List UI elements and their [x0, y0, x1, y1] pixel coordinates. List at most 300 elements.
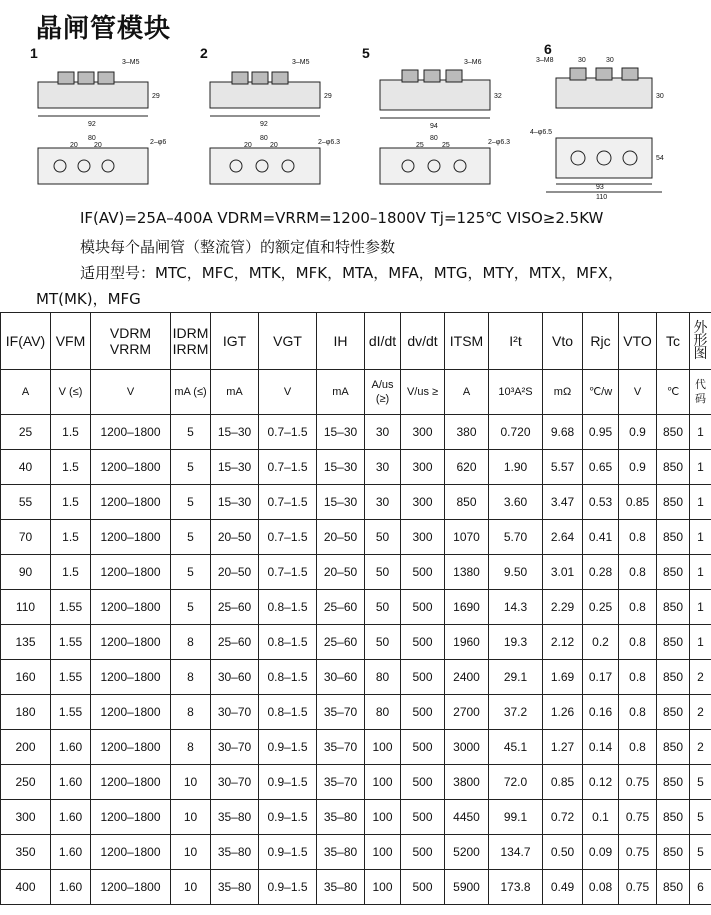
table-row [1, 660, 711, 695]
table-cell: 1200–1800 [91, 625, 171, 660]
figure-6-width: 110 [596, 194, 608, 200]
table-cell: 0.1 [583, 800, 619, 835]
table-cell: 10 [171, 835, 211, 870]
table-cell: 2400 [445, 660, 489, 695]
table-cell: 2 [690, 695, 711, 730]
figure-2-hole: 2–φ6.3 [318, 139, 341, 146]
table-cell: 0.65 [583, 450, 619, 485]
unit-cell: mA (≤) [171, 370, 211, 415]
table-cell: 0.720 [489, 415, 543, 450]
table-cell: 850 [657, 835, 690, 870]
table-cell: 0.8 [619, 555, 657, 590]
table-cell: 30–60 [211, 660, 259, 695]
table-cell: 5 [171, 415, 211, 450]
figure-5-pitch-2: 25 [442, 142, 450, 149]
table-cell: 850 [657, 695, 690, 730]
table-cell: 300 [1, 800, 51, 835]
table-cell: 0.8–1.5 [259, 695, 317, 730]
table-cell: 1.60 [51, 730, 91, 765]
table-cell: 50 [365, 590, 401, 625]
table-cell: 10 [171, 870, 211, 905]
table-cell: 0.7–1.5 [259, 450, 317, 485]
table-cell: 0.8 [619, 695, 657, 730]
table-row [1, 730, 711, 765]
table-cell: 40 [1, 450, 51, 485]
table-cell: 30 [365, 485, 401, 520]
table-cell: 14.3 [489, 590, 543, 625]
table-cell: 1200–1800 [91, 520, 171, 555]
table-cell: 5 [171, 450, 211, 485]
figure-5-width: 94 [430, 123, 438, 130]
table-cell: 500 [401, 800, 445, 835]
figure-6-pitch-1: 30 [578, 57, 586, 64]
table-cell: 2.12 [543, 625, 583, 660]
figure-5-hole: 2–φ6.3 [488, 139, 511, 146]
table-cell: 0.53 [583, 485, 619, 520]
table-cell: 850 [657, 730, 690, 765]
table-cell: 0.49 [543, 870, 583, 905]
table-cell: 3000 [445, 730, 489, 765]
header-cell: dv/dt [401, 313, 445, 370]
figure-2-label: 2 [200, 45, 208, 61]
table-cell: 850 [657, 485, 690, 520]
table-cell: 1 [690, 415, 711, 450]
table-cell: 0.12 [583, 765, 619, 800]
table-cell: 5 [171, 590, 211, 625]
figure-6-pitch-2: 30 [606, 57, 614, 64]
table-cell: 0.9–1.5 [259, 765, 317, 800]
table-cell: 1.60 [51, 835, 91, 870]
figure-2-top-callout: 3–M5 [292, 59, 310, 66]
figure-5-label: 5 [362, 45, 370, 61]
table-cell: 6 [690, 870, 711, 905]
header-cell: VDRM VRRM [91, 313, 171, 370]
table-cell: 850 [657, 555, 690, 590]
table-cell: 0.75 [619, 835, 657, 870]
table-cell: 1.5 [51, 485, 91, 520]
table-row [1, 765, 711, 800]
figure-2-pitch-2: 20 [270, 142, 278, 149]
table-cell: 15–30 [211, 485, 259, 520]
header-cell: VTO [619, 313, 657, 370]
figure-5-height: 32 [494, 93, 502, 100]
table-cell: 8 [171, 695, 211, 730]
table-row [1, 485, 711, 520]
table-cell: 0.8–1.5 [259, 660, 317, 695]
table-cell: 10 [171, 765, 211, 800]
table-cell: 0.09 [583, 835, 619, 870]
table-cell: 50 [365, 625, 401, 660]
table-cell: 135 [1, 625, 51, 660]
table-cell: 25–60 [211, 625, 259, 660]
unit-cell: 10³A²S [489, 370, 543, 415]
table-cell: 850 [445, 485, 489, 520]
unit-cell: V [259, 370, 317, 415]
table-cell: 250 [1, 765, 51, 800]
table-row [1, 415, 711, 450]
table-cell: 850 [657, 800, 690, 835]
unit-cell: V [619, 370, 657, 415]
table-cell: 1 [690, 520, 711, 555]
table-cell: 500 [401, 870, 445, 905]
table-cell: 0.8 [619, 625, 657, 660]
table-row [1, 800, 711, 835]
table-cell: 35–80 [211, 835, 259, 870]
table-cell: 30–70 [211, 695, 259, 730]
table-cell: 160 [1, 660, 51, 695]
table-cell: 110 [1, 590, 51, 625]
table-cell: 300 [401, 520, 445, 555]
figure-1-pitch-1: 20 [70, 142, 78, 149]
module-outline-drawings [0, 40, 711, 200]
table-cell: 1200–1800 [91, 835, 171, 870]
table-cell: 0.16 [583, 695, 619, 730]
figure-1-top-callout: 3–M5 [122, 59, 140, 66]
table-cell: 20–50 [211, 520, 259, 555]
table-cell: 72.0 [489, 765, 543, 800]
header-cell: Vto [543, 313, 583, 370]
table-row [1, 450, 711, 485]
unit-cell: mA [211, 370, 259, 415]
table-cell: 1.5 [51, 415, 91, 450]
header-cell: VFM [51, 313, 91, 370]
table-cell: 0.41 [583, 520, 619, 555]
figure-1-body: 80 [88, 135, 96, 142]
table-cell: 30–70 [211, 765, 259, 800]
table-cell: 1200–1800 [91, 870, 171, 905]
table-cell: 0.75 [619, 870, 657, 905]
table-cell: 35–80 [211, 870, 259, 905]
figure-6-body: 93 [596, 184, 604, 191]
table-cell: 30–70 [211, 730, 259, 765]
table-cell: 3.01 [543, 555, 583, 590]
table-cell: 1.60 [51, 800, 91, 835]
table-cell: 100 [365, 800, 401, 835]
header-cell: Rjc [583, 313, 619, 370]
table-row [1, 590, 711, 625]
table-cell: 850 [657, 415, 690, 450]
table-cell: 25 [1, 415, 51, 450]
table-cell: 850 [657, 450, 690, 485]
table-cell: 0.7–1.5 [259, 415, 317, 450]
table-cell: 1.69 [543, 660, 583, 695]
table-cell: 850 [657, 520, 690, 555]
unit-cell: A/us (≥) [365, 370, 401, 415]
unit-cell: mA [317, 370, 365, 415]
table-cell: 2 [690, 730, 711, 765]
table-cell: 4450 [445, 800, 489, 835]
table-cell: 1.5 [51, 520, 91, 555]
table-cell: 1.60 [51, 870, 91, 905]
table-cell: 1.55 [51, 590, 91, 625]
table-cell: 2.64 [543, 520, 583, 555]
table-cell: 300 [401, 485, 445, 520]
table-cell: 1.60 [51, 765, 91, 800]
table-cell: 29.1 [489, 660, 543, 695]
unit-cell: ℃/w [583, 370, 619, 415]
table-cell: 25–60 [211, 590, 259, 625]
header-cell: IDRM IRRM [171, 313, 211, 370]
table-cell: 35–70 [317, 695, 365, 730]
table-cell: 5 [690, 835, 711, 870]
table-cell: 850 [657, 870, 690, 905]
table-row [1, 555, 711, 590]
spec-description-line: 模块每个晶闸管（整流管）的额定值和特性参数 [80, 238, 396, 256]
unit-cell: A [1, 370, 51, 415]
table-cell: 5900 [445, 870, 489, 905]
table-cell: 1 [690, 485, 711, 520]
table-cell: 1 [690, 625, 711, 660]
header-cell: I²t [489, 313, 543, 370]
header-cell: VGT [259, 313, 317, 370]
table-cell: 850 [657, 625, 690, 660]
table-cell: 15–30 [317, 485, 365, 520]
table-cell: 0.7–1.5 [259, 485, 317, 520]
header-cell: ITSM [445, 313, 489, 370]
table-cell: 20–50 [317, 555, 365, 590]
table-cell: 850 [657, 660, 690, 695]
table-cell: 0.9 [619, 415, 657, 450]
table-cell: 0.17 [583, 660, 619, 695]
table-cell: 5 [171, 485, 211, 520]
table-cell: 0.7–1.5 [259, 555, 317, 590]
table-cell: 1200–1800 [91, 800, 171, 835]
table-cell: 0.2 [583, 625, 619, 660]
figure-2-body: 80 [260, 135, 268, 142]
table-cell: 100 [365, 730, 401, 765]
page-title: 晶闸管模块 [36, 14, 172, 44]
figure-6-height: 30 [656, 93, 664, 100]
table-cell: 2.29 [543, 590, 583, 625]
table-row [1, 870, 711, 905]
table-cell: 55 [1, 485, 51, 520]
table-cell: 500 [401, 625, 445, 660]
unit-cell: V [91, 370, 171, 415]
table-cell: 100 [365, 835, 401, 870]
table-cell: 100 [365, 870, 401, 905]
spec-models-line-continued: MT(MK)，MFG [36, 290, 141, 308]
table-cell: 35–80 [317, 835, 365, 870]
table-cell: 1200–1800 [91, 485, 171, 520]
table-cell: 20–50 [211, 555, 259, 590]
table-cell: 35–80 [317, 870, 365, 905]
table-cell: 2 [690, 660, 711, 695]
table-cell: 1070 [445, 520, 489, 555]
table-cell: 0.75 [619, 765, 657, 800]
table-row [1, 625, 711, 660]
table-cell: 0.75 [619, 800, 657, 835]
table-cell: 0.85 [543, 765, 583, 800]
table-cell: 15–30 [317, 415, 365, 450]
table-cell: 30–60 [317, 660, 365, 695]
table-cell: 50 [365, 555, 401, 590]
figure-1-label: 1 [30, 45, 38, 61]
table-cell: 1200–1800 [91, 765, 171, 800]
table-cell: 9.50 [489, 555, 543, 590]
table-cell: 1.5 [51, 450, 91, 485]
table-cell: 300 [401, 415, 445, 450]
table-cell: 5.57 [543, 450, 583, 485]
table-cell: 1 [690, 450, 711, 485]
table-cell: 1200–1800 [91, 590, 171, 625]
header-cell: Tc [657, 313, 690, 370]
table-cell: 1.5 [51, 555, 91, 590]
table-cell: 0.28 [583, 555, 619, 590]
table-cell: 1200–1800 [91, 730, 171, 765]
table-cell: 173.8 [489, 870, 543, 905]
thyristor-parameter-table [0, 312, 711, 905]
table-cell: 100 [365, 765, 401, 800]
table-cell: 500 [401, 835, 445, 870]
table-cell: 0.7–1.5 [259, 520, 317, 555]
table-cell: 0.9–1.5 [259, 730, 317, 765]
table-row [1, 695, 711, 730]
table-cell: 0.14 [583, 730, 619, 765]
header-cell: IGT [211, 313, 259, 370]
table-cell: 37.2 [489, 695, 543, 730]
table-cell: 1.55 [51, 660, 91, 695]
figure-2-height: 29 [324, 93, 332, 100]
table-cell: 25–60 [317, 625, 365, 660]
header-cell: dI/dt [365, 313, 401, 370]
table-cell: 1.27 [543, 730, 583, 765]
table-cell: 620 [445, 450, 489, 485]
unit-cell: ℃ [657, 370, 690, 415]
table-cell: 180 [1, 695, 51, 730]
table-cell: 380 [445, 415, 489, 450]
table-cell: 0.9–1.5 [259, 870, 317, 905]
table-cell: 0.9 [619, 450, 657, 485]
table-cell: 500 [401, 695, 445, 730]
table-cell: 1.26 [543, 695, 583, 730]
table-cell: 30 [365, 415, 401, 450]
figure-6-depth: 54 [656, 155, 664, 162]
table-cell: 350 [1, 835, 51, 870]
table-cell: 1 [690, 590, 711, 625]
table-cell: 1.55 [51, 625, 91, 660]
table-cell: 5 [171, 555, 211, 590]
table-cell: 15–30 [211, 450, 259, 485]
table-cell: 0.85 [619, 485, 657, 520]
table-cell: 0.50 [543, 835, 583, 870]
table-cell: 70 [1, 520, 51, 555]
table-cell: 850 [657, 765, 690, 800]
table-cell: 9.68 [543, 415, 583, 450]
table-cell: 8 [171, 625, 211, 660]
figure-6-hole: 4–φ6.5 [530, 129, 553, 136]
table-cell: 3.47 [543, 485, 583, 520]
figure-5-body: 80 [430, 135, 438, 142]
figure-1-height: 29 [152, 93, 160, 100]
table-cell: 8 [171, 660, 211, 695]
table-cell: 99.1 [489, 800, 543, 835]
table-cell: 90 [1, 555, 51, 590]
unit-cell: V/us ≥ [401, 370, 445, 415]
table-cell: 850 [657, 590, 690, 625]
table-cell: 20–50 [317, 520, 365, 555]
table-cell: 0.8 [619, 660, 657, 695]
table-cell: 1200–1800 [91, 415, 171, 450]
table-cell: 1 [690, 555, 711, 590]
table-cell: 0.95 [583, 415, 619, 450]
figure-6-label: 6 [544, 41, 552, 57]
table-cell: 0.08 [583, 870, 619, 905]
table-cell: 1690 [445, 590, 489, 625]
table-cell: 35–70 [317, 765, 365, 800]
figure-1-width: 92 [88, 121, 96, 128]
table-cell: 1.55 [51, 695, 91, 730]
table-row [1, 835, 711, 870]
table-cell: 0.9–1.5 [259, 800, 317, 835]
figure-5-top-callout: 3–M6 [464, 59, 482, 66]
table-cell: 0.25 [583, 590, 619, 625]
table-cell: 80 [365, 660, 401, 695]
table-cell: 5 [690, 765, 711, 800]
table-cell: 0.8–1.5 [259, 590, 317, 625]
table-cell: 3.60 [489, 485, 543, 520]
table-cell: 0.9–1.5 [259, 835, 317, 870]
table-cell: 1200–1800 [91, 450, 171, 485]
figure-2-pitch-1: 20 [244, 142, 252, 149]
table-cell: 30 [365, 450, 401, 485]
table-cell: 19.3 [489, 625, 543, 660]
table-cell: 5.70 [489, 520, 543, 555]
table-cell: 3800 [445, 765, 489, 800]
unit-cell: A [445, 370, 489, 415]
table-cell: 500 [401, 555, 445, 590]
table-cell: 1960 [445, 625, 489, 660]
table-cell: 5200 [445, 835, 489, 870]
figure-6-top-callout: 3–M8 [536, 57, 554, 64]
table-cell: 0.8 [619, 590, 657, 625]
table-cell: 35–70 [317, 730, 365, 765]
table-cell: 2700 [445, 695, 489, 730]
table-cell: 8 [171, 730, 211, 765]
table-cell: 500 [401, 590, 445, 625]
table-cell: 300 [401, 450, 445, 485]
table-cell: 1380 [445, 555, 489, 590]
table-cell: 500 [401, 730, 445, 765]
table-cell: 5 [690, 800, 711, 835]
figure-1-hole: 2–φ6 [150, 139, 167, 146]
table-cell: 1200–1800 [91, 555, 171, 590]
header-cell: 外形图 [690, 313, 711, 370]
figure-5-pitch-1: 25 [416, 142, 424, 149]
spec-ratings-line: IF(AV)=25A–400A VDRM=VRRM=1200–1800V Tj=125℃ VISO≥2.5KW [80, 209, 604, 227]
spec-models-line: 适用型号：MTC，MFC，MTK，MFK，MTA，MFA，MTG，MTY，MTX，MFX， [80, 264, 623, 282]
table-body [1, 415, 711, 905]
table-cell: 1.90 [489, 450, 543, 485]
table-cell: 5 [171, 520, 211, 555]
table-cell: 1200–1800 [91, 695, 171, 730]
table-cell: 0.72 [543, 800, 583, 835]
table-cell: 0.8–1.5 [259, 625, 317, 660]
table-cell: 35–80 [317, 800, 365, 835]
unit-cell: V (≤) [51, 370, 91, 415]
outline-drawings [0, 40, 711, 200]
table-cell: 500 [401, 660, 445, 695]
table-cell: 200 [1, 730, 51, 765]
table-cell: 15–30 [211, 415, 259, 450]
table-cell: 1200–1800 [91, 660, 171, 695]
header-cell: IF(AV) [1, 313, 51, 370]
table-cell: 400 [1, 870, 51, 905]
table-cell: 500 [401, 765, 445, 800]
table-cell: 50 [365, 520, 401, 555]
table-cell: 10 [171, 800, 211, 835]
table-cell: 0.8 [619, 520, 657, 555]
table-cell: 25–60 [317, 590, 365, 625]
